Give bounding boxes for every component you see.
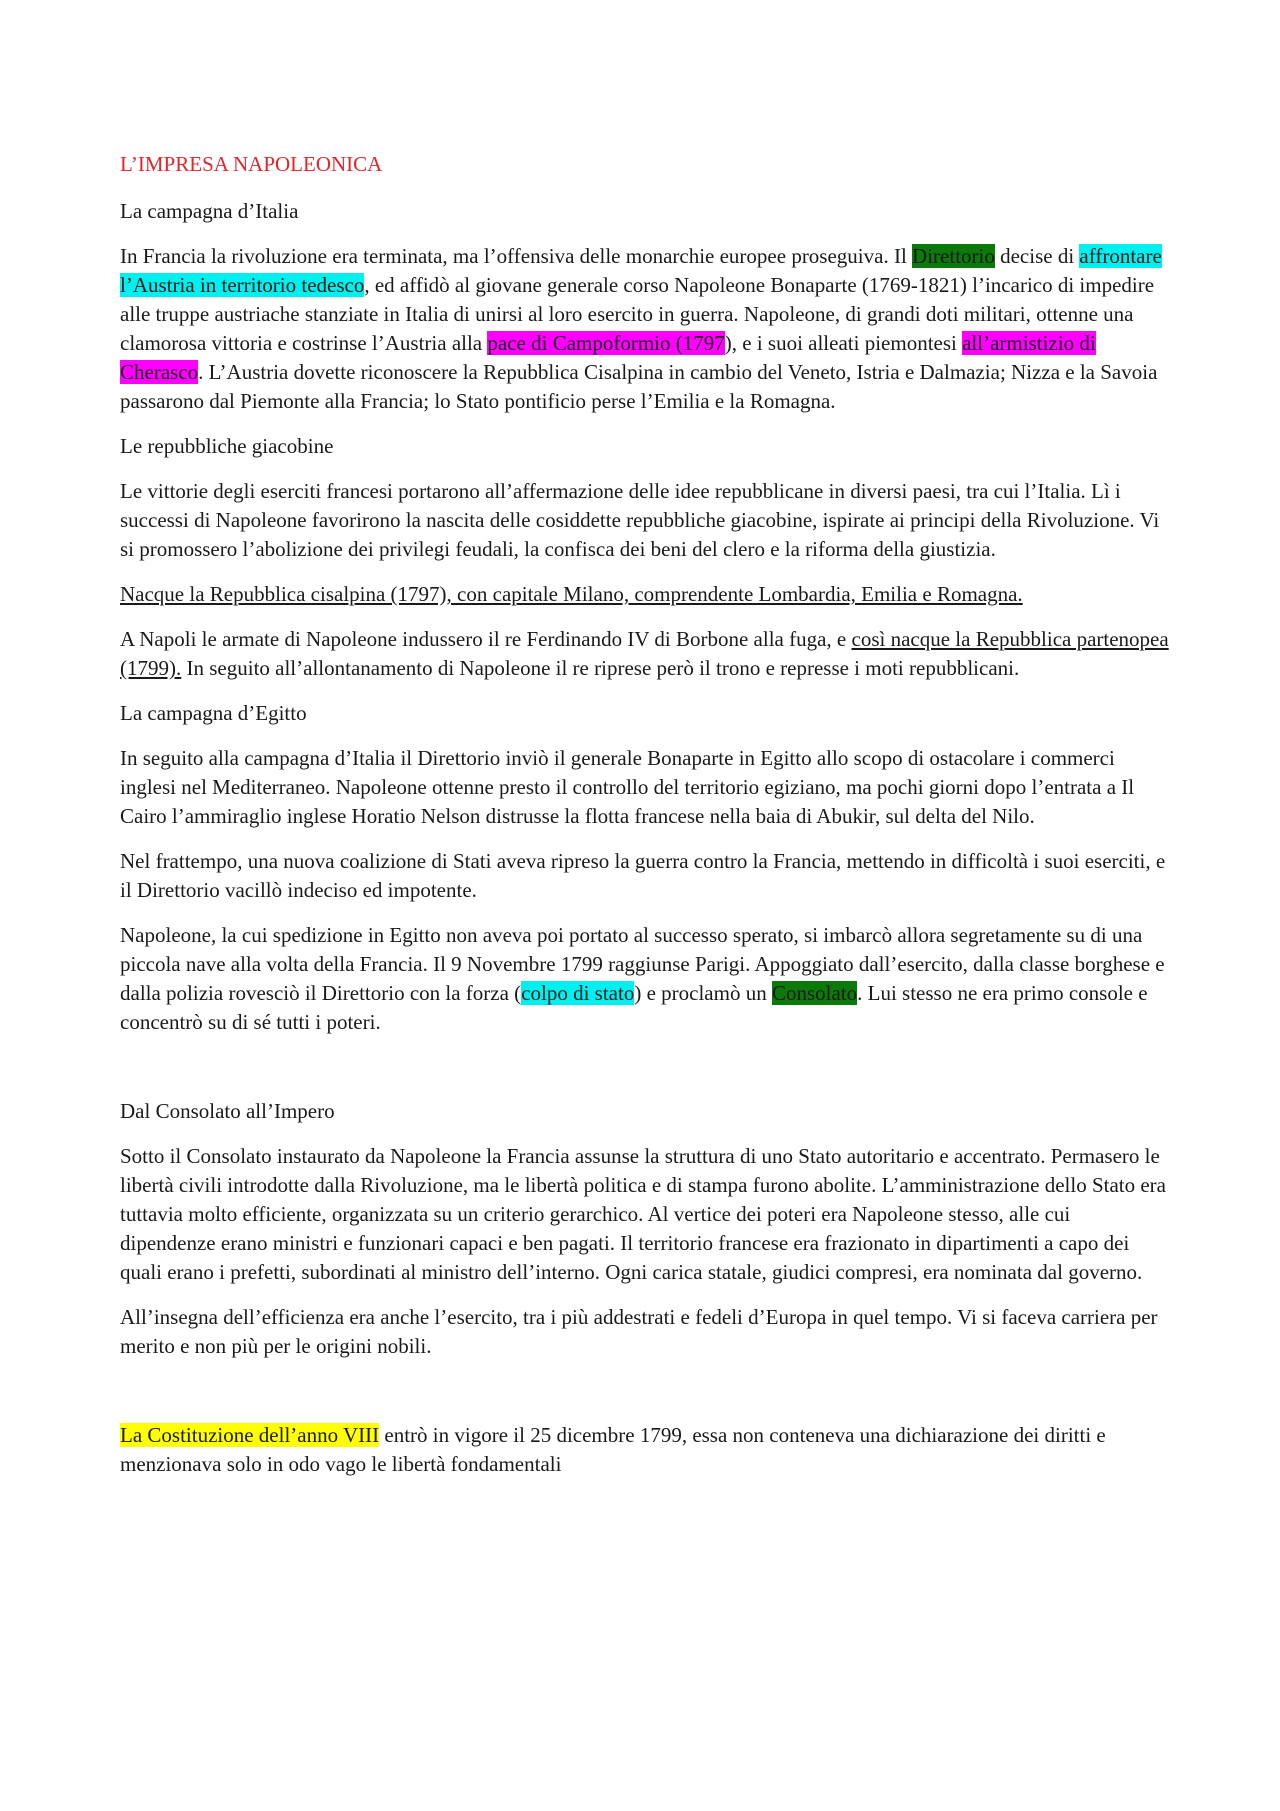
section-heading-impero: Dal Consolato all’Impero [120, 1099, 335, 1123]
paragraph-giacobine: Le vittorie degli eserciti francesi portarono all’affermazione delle idee repubblicane in diversi paesi, tra cui l’Italia. Lì i successi di Napoleone favorirono la nascita delle cosiddette repubbliche giacobine, ispirate ai principi della Rivoluzione. Vi si promossero l’abolizione dei privilegi feudali, la confisca dei beni del clero e la riforma della giustizia. [120, 479, 1160, 561]
highlight-campoformio: pace di Campoformio (1797 [487, 331, 725, 355]
text-run: decise di [994, 244, 1080, 268]
section-heading-giacobine: Le repubbliche giacobine [120, 434, 334, 458]
text-run: A Napoli le armate di Napoleone indussero il re Ferdinando IV di Borbone alla fuga, e [120, 627, 852, 651]
highlight-costituzione: La Costituzione dell’anno VIII [120, 1423, 380, 1447]
text-run: ), e i suoi alleati piemontesi [724, 331, 963, 355]
text-run: In Francia la rivoluzione era terminata, ma l’offensiva delle monarchie europee proseguiva. Il [120, 244, 913, 268]
section-heading-italia: La campagna d’Italia [120, 199, 299, 223]
paragraph-italia [120, 242, 1170, 416]
spacer [120, 1053, 1170, 1097]
underline-partenopea: così nacque la Repubblica partenopea (1799). [120, 627, 1169, 680]
text-run: entrò in vigore il 25 dicembre 1799, essa non conteneva una dichiarazione dei diritti e menzionava solo in odo vago le libertà fondamentali [120, 1423, 1106, 1476]
section-heading-egitto: La campagna d’Egitto [120, 701, 307, 725]
highlight-affrontare-austria: affrontare l’Austria in territorio tedesco [120, 244, 1162, 297]
paragraph-cisalpina-underlined: Nacque la Repubblica cisalpina (1797), con capitale Milano, comprendente Lombardia, Emilia e Romagna. [120, 582, 1023, 606]
highlight-cherasco: all’armistizio di Cherasco [120, 331, 1096, 384]
text-run: . L’Austria dovette riconoscere la Repubblica Cisalpina in cambio del Veneto, Istria e Dalmazia; Nizza e la Savoia passarono dal Piemonte alla Francia; lo Stato pontificio perse l’Emilia e la Romagna. [120, 360, 1158, 413]
paragraph-egitto-2: Nel frattempo, una nuova coalizione di Stati aveva ripreso la guerra contro la Francia, mettendo in difficoltà i suoi eserciti, e il Direttorio vacillò indeciso ed impotente. [120, 849, 1166, 902]
document-title: L’IMPRESA NAPOLEONICA [120, 152, 383, 176]
text-run: ) e proclamò un [634, 981, 772, 1005]
highlight-consolato: Consolato [771, 981, 858, 1005]
text-run: In seguito all’allontanamento di Napoleone il re riprese però il trono e represse i moti repubblicani. [181, 656, 1020, 680]
highlight-direttorio: Direttorio [912, 244, 995, 268]
paragraph-costituzione [120, 1421, 1170, 1479]
paragraph-impero-2: All’insegna dell’efficienza era anche l’esercito, tra i più addestrati e fedeli d’Europa in quel tempo. Vi si faceva carriera per merito e non più per le origini nobili. [120, 1305, 1158, 1358]
highlight-colpo-di-stato: colpo di stato [521, 981, 635, 1005]
paragraph-partenopea [120, 625, 1170, 683]
paragraph-egitto-3 [120, 921, 1170, 1037]
paragraph-impero-1: Sotto il Consolato instaurato da Napoleone la Francia assunse la struttura di uno Stato autoritario e accentrato. Permasero le libertà civili introdotte dalla Rivoluzione, ma le libertà politica e di stampa furono abolite. L’amministrazione dello Stato era tuttavia molto efficiente, organizzata su un criterio gerarchico. Al vertice dei poteri era Napoleone stesso, alle cui dipendenze erano ministri e funzionari capaci e ben pagati. Il territorio francese era frazionato in dipartimenti a capo dei quali erano i prefetti, subordinati al ministro dell’interno. Ogni carica statale, giudici compresi, era nominata dal governo. [120, 1144, 1167, 1284]
text-run: , ed affidò al giovane generale corso Napoleone Bonaparte (1769-1821) l’incarico di impedire alle truppe austriache stanziate in Italia di unirsi al loro esercito in guerra. Napoleone, di grandi doti militari, ottenne una clamorosa vittoria e costrinse l’Austria alla [120, 273, 1155, 355]
text-run: . Lui stesso ne era primo console e concentrò su di sé tutti i poteri. [120, 981, 1148, 1034]
document-body [120, 150, 1170, 1495]
paragraph-egitto-1: In seguito alla campagna d’Italia il Direttorio inviò il generale Bonaparte in Egitto allo scopo di ostacolare i commerci inglesi nel Mediterraneo. Napoleone ottenne presto il controllo del territorio egiziano, ma pochi giorni dopo l’entrata a Il Cairo l’ammiraglio inglese Horatio Nelson distrusse la flotta francese nella baia di Abukir, sul delta del Nilo. [120, 746, 1135, 828]
text-run: Napoleone, la cui spedizione in Egitto non aveva poi portato al successo sperato, si imbarcò allora segretamente su di una piccola nave alla volta della Francia. Il 9 Novembre 1799 raggiunse Parigi. Appoggiato dall’esercito, dalla classe borghese e dalla polizia rovesciò il Direttorio con la forza ( [120, 923, 1165, 1005]
spacer [120, 1377, 1170, 1421]
